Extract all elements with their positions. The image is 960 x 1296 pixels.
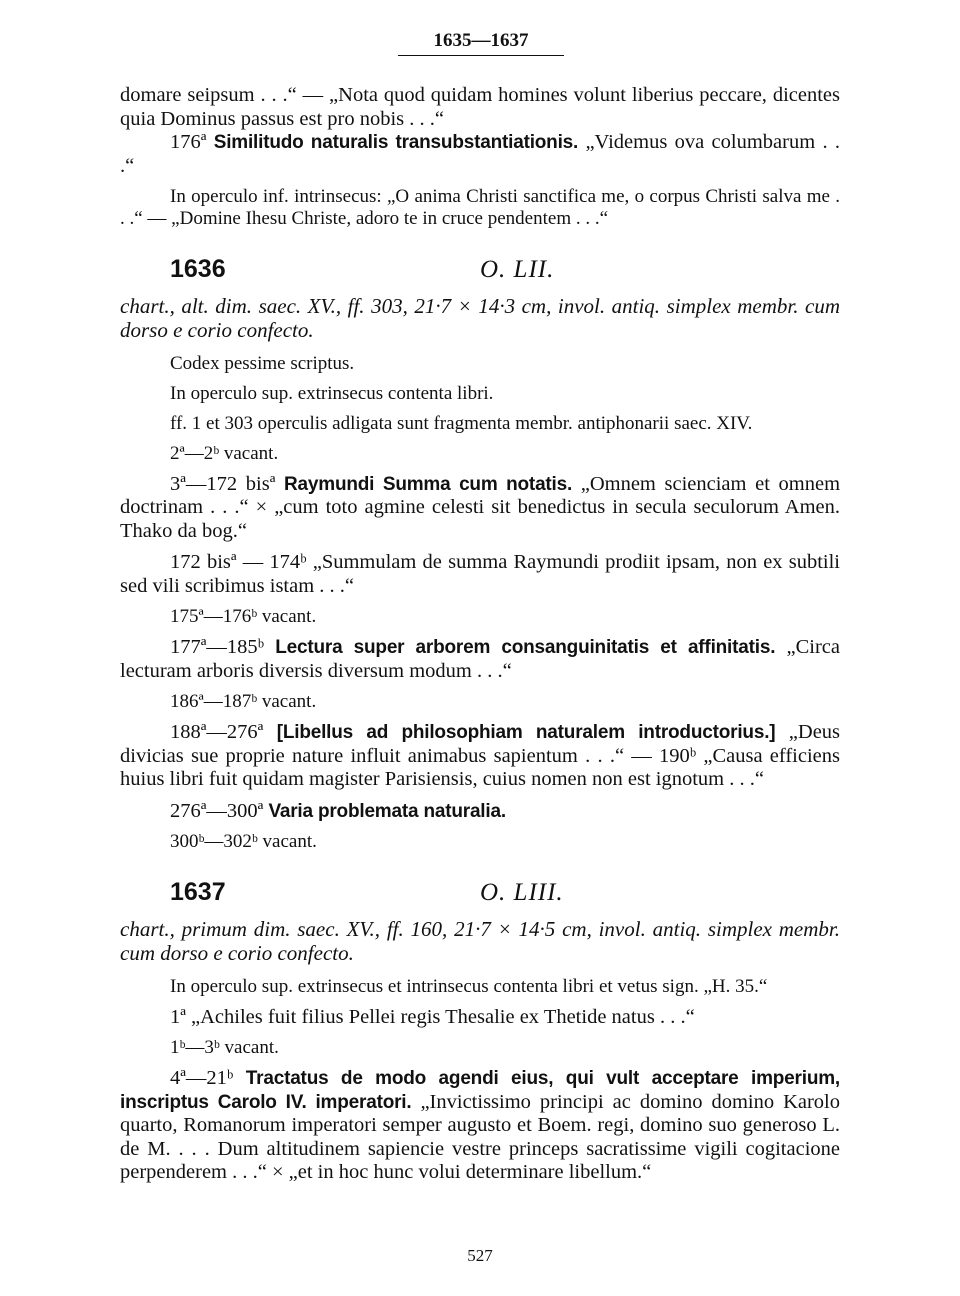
folio-ref: 3ª—172 bisª [170,472,276,495]
folio-ref: 2ª—2ᵇ [170,442,220,464]
incipit: „Circa lecturam arboris diversis diversum modum . . .“ [120,636,840,682]
incipit: „Invictissimo principi ac domino domino Karolo quarto, Romanorum imperatori semper augusto et Boem. regi, domino suo generoso L. de M. . . . Dum altitudinem sapiencie vestre princeps sacratissime vigili cogitacione perpenderem . . .“ × „et in hoc hunc volui determinare libellum.“ [120,1090,840,1183]
folio-ref: 4ª—21ᵇ [170,1067,234,1089]
entry-text: vacant. [261,691,317,712]
entry-text: vacant. [224,1037,279,1058]
folio-ref: 175ª—176ᵇ [170,606,258,627]
incipit: „Achiles fuit filius Pellei regis Thesalie ex Thetide natus . . .“ [191,1005,695,1028]
folio-ref: 1ᵇ—3ᵇ [170,1037,220,1058]
incipit: „Deus divicias sue proprie nature influit animabus sapientum . . .“ — 190ᵇ „Causa efficiens huius libri fuit quidam magister Parisiensis, cuius nomen non est ignotum . . .“ [120,721,841,790]
item-title: Lectura super arborem consanguinitatis et affinitatis. [275,637,776,658]
incipit: „Videmus ova columbarum . . .“ [120,131,841,177]
running-header: 1635—1637 [398,30,564,56]
item-title: Tractatus de modo agendi eius, qui vult acceptare imperium, inscriptus Carolo IV. imperatori. [120,1068,840,1113]
entry-note: ff. 1 et 303 operculis adligata sunt fragmenta membr. antiphonarii saec. XIV. [170,412,753,434]
entry-line [120,473,840,544]
entry-heading-1636 [120,255,840,283]
folio-ref: 177ª—185ᵇ [170,636,265,658]
entry-text: vacant. [262,831,317,852]
entry-line [120,831,840,853]
entry-description: chart., primum dim. saec. XV., ff. 160, 21·7 × 14·5 cm, invol. antiq. simplex membr. cum dorso e corio confecto. [120,916,840,965]
entry-line [120,636,840,683]
entry-line [120,691,840,713]
prev-entry-paragraph-3: In operculo inf. intrinsecus: „O anima Christi sanctifica me, o corpus Christi salva me . . .“ — „Domine Ihesu Christe, adoro te in cruce pendentem . . .“ [120,186,840,229]
entry-line [120,606,840,628]
item-title: Varia problemata naturalia. [268,800,506,822]
folio-ref: 176ª [170,131,207,153]
entry-number: 1637 [170,878,226,906]
entry-signature: O. LII. [480,256,555,283]
entry-description: chart., alt. dim. saec. XV., ff. 303, 21·7 × 14·3 cm, invol. antiq. simplex membr. cum dorso e corio confecto. [120,293,840,342]
prev-entry-paragraph-1: domare seipsum . . .“ — „Nota quod quidam homines volunt liberius peccare, dicentes quia Dominus passus est pro nobis . . .“ [120,84,840,130]
folio-ref: 1ª [170,1005,186,1028]
entry-line [120,1006,840,1030]
item-title: Raymundi Summa cum notatis. [284,473,573,495]
entry-line [120,1037,840,1059]
entry-note: In operculo sup. extrinsecus contenta libri. [170,382,494,404]
folio-ref: 188ª—276ª [170,721,264,743]
entry-line [120,443,840,465]
entry-heading-1637 [120,878,840,906]
entry-text: vacant. [223,442,279,464]
entry-signature: O. LIII. [480,879,564,906]
incipit: „Summulam de summa Raymundi prodiit ipsam, non ex subtili sed vili scribimus istam . . .“ [120,551,840,597]
entry-note: In operculo sup. extrinsecus et intrinsecus contenta libri et vetus sign. „H. 35.“ [170,975,768,997]
folio-ref: 172 bisª — 174ᵇ [170,551,307,573]
folio-ref: 186ª—187ᵇ [170,691,258,712]
page-body [120,84,840,1185]
entry-line [120,1067,840,1185]
entry-line [120,800,840,824]
entry-note: Codex pessime scriptus. [170,352,355,374]
prev-entry-paragraph-2 [120,131,840,178]
incipit: „Omnem scienciam et omnem doctrinam . . .“ × „cum toto agmine celesti sit benedictus in secula seculorum Amen. Thako da bog.“ [120,472,841,542]
item-title: Similitudo naturalis transubstantiationis. [213,132,579,153]
entry-line [120,721,840,792]
entry-line [120,551,840,598]
folio-ref: 300ᵇ—302ᵇ [170,831,258,852]
item-title: [Libellus ad philosophiam naturalem introductorius.] [276,722,776,743]
entry-number: 1636 [170,255,226,283]
entry-text: vacant. [261,606,317,627]
folio-ref: 276ª—300ª [170,799,264,822]
page-number: 527 [467,1246,493,1265]
